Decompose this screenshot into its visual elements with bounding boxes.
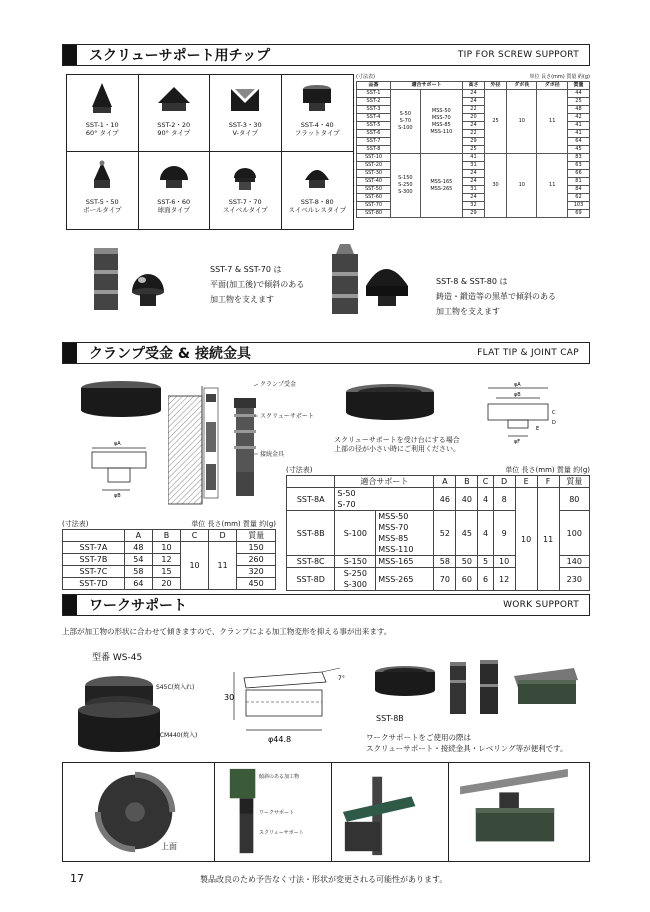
td: 100 <box>559 511 589 556</box>
td: 31 <box>462 162 484 170</box>
td: 45 <box>567 146 589 154</box>
td: 20 <box>462 114 484 122</box>
tip-label-8: SST-8・80 <box>300 198 334 206</box>
txt: S-150 <box>398 175 413 181</box>
txt: S-100 <box>398 125 413 131</box>
swivel-tip-icon <box>225 158 265 194</box>
td: 41 <box>567 130 589 138</box>
table-unit: 単位 長さ(mm) 質量 約(g) <box>529 74 590 80</box>
td: 62 <box>567 194 589 202</box>
table-label: (寸法表) <box>356 74 375 80</box>
td: SST-8C <box>287 556 335 568</box>
txt: S-250 <box>343 569 367 578</box>
td: 22 <box>462 130 484 138</box>
td: SST-6 <box>357 130 391 138</box>
flat-note <box>334 436 460 454</box>
note-line: スクリューサポート・接続金具・レベリング等が便利です。 <box>366 744 568 753</box>
txt: S-70 <box>399 118 412 124</box>
clamp-cell <box>332 763 449 861</box>
tip-type: V-タイプ <box>232 129 259 137</box>
td: 8 <box>493 488 515 511</box>
td: 52 <box>434 511 456 556</box>
td: SST-7A <box>63 542 125 554</box>
td: 20 <box>152 578 180 590</box>
tip-cell <box>210 75 282 152</box>
tip-type: 90° タイプ <box>157 129 191 137</box>
td: 6 <box>478 568 493 591</box>
tip-cell <box>210 152 282 229</box>
sst8-dimension-table <box>286 466 590 591</box>
cone-90-tip-icon <box>154 81 194 117</box>
dim-height: 30 <box>224 693 235 702</box>
td: 24 <box>462 98 484 106</box>
td: 41 <box>567 122 589 130</box>
usage-note <box>366 732 568 754</box>
th: 適合サポート <box>391 82 463 90</box>
txt: MSS-110 <box>430 128 453 135</box>
td: SST-40 <box>357 178 391 186</box>
td: 69 <box>567 210 589 218</box>
txt: S-300 <box>398 189 413 195</box>
assembly-drawing <box>168 382 298 506</box>
td: 10 <box>507 90 537 154</box>
td: 230 <box>559 568 589 591</box>
tip-label-7: SST-7・70 <box>228 198 262 206</box>
th: B <box>456 476 478 488</box>
txt: MSS-85 <box>378 534 409 543</box>
td: 5 <box>478 556 493 568</box>
td: 9 <box>493 511 515 556</box>
dim-b: φB <box>114 493 121 499</box>
header-bar <box>63 45 77 65</box>
spherical-tip-icon <box>154 158 194 194</box>
td: 58 <box>434 556 456 568</box>
note-line: SST-7 & SST-70 は <box>210 265 282 274</box>
note-line: 上部の径が小さい時にご利用ください。 <box>334 445 460 453</box>
td: 50 <box>456 556 478 568</box>
table-unit: 単位 長さ(mm) 質量 約(g) <box>505 466 590 474</box>
td <box>335 568 376 591</box>
footer-note: 製品改良のため予告なく寸法・形状が変更される可能性があります。 <box>200 875 448 884</box>
td: 11 <box>537 90 567 154</box>
top-view-cell <box>63 763 215 861</box>
support-b <box>420 154 462 218</box>
td: SST-3 <box>357 106 391 114</box>
dim-angle: 7° <box>338 675 345 682</box>
td: 25 <box>485 90 507 154</box>
cone-60-tip-icon <box>82 81 122 117</box>
txt: MSS-265 <box>430 185 453 192</box>
leveling-photo <box>449 763 579 861</box>
td: SST-8A <box>287 488 335 511</box>
tip-label-6: SST-6・60 <box>157 198 191 206</box>
th: D <box>209 530 237 542</box>
header-bar <box>63 595 77 615</box>
th: 高さ <box>462 82 484 90</box>
td: MSS-165 <box>376 556 434 568</box>
note-line: スクリューサポートを受け台にする場合 <box>334 436 460 444</box>
dim-a: φA <box>114 441 121 447</box>
th: A <box>434 476 456 488</box>
td: SST-50 <box>357 186 391 194</box>
td: 29 <box>462 138 484 146</box>
tip-type: 60° タイプ <box>85 129 119 137</box>
label-clamp: クランプ受金 <box>260 381 297 388</box>
tip-type: スイベルタイプ <box>222 206 268 214</box>
tip-label-3: SST-3・30 <box>228 121 262 129</box>
table-label: (寸法表) <box>286 466 313 474</box>
model-number: 型番 WS-45 <box>92 653 143 663</box>
th: C <box>478 476 493 488</box>
td: SST-7 <box>357 138 391 146</box>
td: 70 <box>434 568 456 591</box>
note-line: 鋳造・鍛造等の黒革で傾斜のある <box>436 292 556 301</box>
th: F <box>537 476 559 488</box>
support-b <box>420 90 462 154</box>
td: 450 <box>237 578 276 590</box>
tip-cell <box>282 152 354 229</box>
material-label-top: S45C(焼入れ) <box>156 684 195 691</box>
note-line: 加工物を支えます <box>436 307 500 316</box>
td: 40 <box>456 488 478 511</box>
dim-a: φA <box>514 382 521 388</box>
ball-tip-icon <box>82 158 122 194</box>
table-unit: 単位 長さ(mm) 質量 約(g) <box>191 520 276 528</box>
td: 84 <box>567 186 589 194</box>
td: 10 <box>515 488 537 591</box>
td: SST-5 <box>357 122 391 130</box>
setup-cell <box>215 763 332 861</box>
td: 81 <box>567 178 589 186</box>
td: 320 <box>237 566 276 578</box>
td <box>335 488 434 511</box>
label-screw-support: スクリューサポート <box>258 830 304 836</box>
page-number: 17 <box>70 872 84 885</box>
th: A <box>124 530 152 542</box>
tip-cell <box>67 75 139 152</box>
td: 12 <box>493 568 515 591</box>
th <box>287 476 335 488</box>
td: 15 <box>152 566 180 578</box>
td: SST-70 <box>357 202 391 210</box>
td: 25 <box>462 146 484 154</box>
th: D <box>493 476 515 488</box>
tip-label-5: SST-5・50 <box>85 198 119 206</box>
th: E <box>515 476 537 488</box>
table-row <box>63 566 276 578</box>
td: 10 <box>507 154 537 218</box>
screw-support-photo <box>446 656 506 716</box>
txt: MSS-50 <box>431 107 451 114</box>
table-label: (寸法表) <box>62 520 89 528</box>
td: 10 <box>493 556 515 568</box>
usage-photo-row <box>62 762 590 862</box>
td: SST-30 <box>357 170 391 178</box>
td: 10 <box>152 542 180 554</box>
clamp-receiver-photo <box>76 378 166 422</box>
section-header-work <box>62 594 590 616</box>
td: SST-8B <box>287 511 335 556</box>
td: 12 <box>152 554 180 566</box>
txt: S-50 <box>399 111 412 117</box>
td: S-150 <box>335 556 376 568</box>
section-title-en: TIP FOR SCREW SUPPORT <box>457 50 579 60</box>
tip-label-1: SST-1・10 <box>85 121 119 129</box>
td: SST-8 <box>357 146 391 154</box>
td: 48 <box>567 106 589 114</box>
tip-cell <box>139 75 211 152</box>
label-work-support: ワークサポート <box>258 810 294 816</box>
txt: MSS-50 <box>378 512 409 521</box>
th: 質量 <box>559 476 589 488</box>
td: 22 <box>462 106 484 114</box>
section-header-flat <box>62 342 590 364</box>
td: 42 <box>567 114 589 122</box>
section-title-en: WORK SUPPORT <box>503 600 579 610</box>
th: 品番 <box>357 82 391 90</box>
txt: S-250 <box>398 182 413 188</box>
th: 質量 <box>237 530 276 542</box>
note-line: 加工物を支えます <box>210 295 274 304</box>
txt: MSS-110 <box>378 545 414 554</box>
table-header-row <box>357 82 590 90</box>
td: 11 <box>537 488 559 591</box>
table-row <box>287 488 590 511</box>
tip-cell <box>282 75 354 152</box>
td: 103 <box>567 202 589 210</box>
flat-tip-icon <box>297 81 337 117</box>
td: 48 <box>124 542 152 554</box>
td: 24 <box>462 178 484 186</box>
td: 54 <box>124 554 152 566</box>
txt: S-300 <box>343 580 367 589</box>
td: 64 <box>567 138 589 146</box>
note-line: ワークサポートをご使用の際は <box>366 733 471 742</box>
td: MSS-265 <box>376 568 434 591</box>
td <box>376 511 434 556</box>
td: SST-20 <box>357 162 391 170</box>
sst8b-label: SST-8B <box>376 714 404 723</box>
txt: MSS-165 <box>430 178 453 185</box>
td: 4 <box>478 511 493 556</box>
label-incline: 傾斜のある加工物 <box>258 774 299 780</box>
td: SST-7C <box>63 566 125 578</box>
td: 31 <box>462 186 484 194</box>
sst7-drawing <box>86 438 156 500</box>
td: 58 <box>124 566 152 578</box>
section-title-en: FLAT TIP & JOINT CAP <box>477 348 579 358</box>
tip-type: ボールタイプ <box>83 206 122 214</box>
th: ダボ径 <box>537 82 567 90</box>
leveling-block-photo <box>510 660 582 710</box>
dim-diameter: φ44.8 <box>268 735 292 744</box>
txt: S-50 <box>337 489 356 498</box>
txt: MSS-70 <box>378 523 409 532</box>
td: 60 <box>456 568 478 591</box>
td: 63 <box>567 162 589 170</box>
table-row <box>63 554 276 566</box>
label-joint: 接続金具 <box>260 451 285 458</box>
td: 64 <box>124 578 152 590</box>
tip-type: 球面タイプ <box>157 206 190 214</box>
section-title-jp: スクリューサポート用チップ <box>89 48 271 64</box>
td: 11 <box>209 542 237 590</box>
dim-d: D <box>552 420 556 426</box>
td: SST-8D <box>287 568 335 591</box>
tip-label-2: SST-2・20 <box>157 121 191 129</box>
section-title-jp: クランプ受金 & 接続金具 <box>89 346 251 362</box>
swivel-less-tip-icon <box>297 158 337 194</box>
table-row <box>357 154 590 162</box>
th: 外径 <box>485 82 507 90</box>
td: 11 <box>537 154 567 218</box>
th: B <box>152 530 180 542</box>
tip-type: フラットタイプ <box>294 129 340 137</box>
sst7-note <box>210 262 304 307</box>
joint-cap-photo <box>340 382 440 428</box>
th <box>63 530 125 542</box>
table-row <box>357 90 590 98</box>
td: 41 <box>462 154 484 162</box>
td: SST-10 <box>357 154 391 162</box>
td: 24 <box>462 90 484 98</box>
td: SST-2 <box>357 98 391 106</box>
sst8-product-photo <box>328 240 428 320</box>
tip-cell <box>67 152 139 229</box>
th: ダボ長 <box>507 82 537 90</box>
section-header-tip <box>62 44 590 66</box>
sst7-dimension-table <box>62 520 276 590</box>
td: 150 <box>237 542 276 554</box>
td: SST-60 <box>357 194 391 202</box>
td: SST-7D <box>63 578 125 590</box>
td: 83 <box>567 154 589 162</box>
txt: MSS-70 <box>431 114 451 121</box>
td: SST-80 <box>357 210 391 218</box>
joint-cap-drawing <box>478 380 562 444</box>
td: S-100 <box>335 511 376 556</box>
section-title-jp: ワークサポート <box>89 598 187 614</box>
td: 4 <box>478 488 493 511</box>
label-screw: スクリューサポート <box>260 413 314 420</box>
td: SST-4 <box>357 114 391 122</box>
header-bar <box>63 343 77 363</box>
td: 44 <box>567 90 589 98</box>
sst8-note <box>436 274 556 319</box>
work-support-drawing <box>222 664 352 748</box>
sst7-product-photo <box>88 240 188 320</box>
sst8b-photo <box>370 664 440 704</box>
th: 適合サポート <box>335 476 434 488</box>
th: C <box>181 530 209 542</box>
note-line: 平面(加工後)で傾斜のある <box>210 280 305 289</box>
td: 32 <box>462 202 484 210</box>
td: SST-1 <box>357 90 391 98</box>
dim-c: C <box>552 410 556 416</box>
td: 46 <box>434 488 456 511</box>
txt: S-70 <box>337 500 356 509</box>
v-tip-icon <box>225 81 265 117</box>
work-support-description: 上部が加工物の形状に合わせて傾きますので、クランプによる加工物変形を抑える事が出来ます。 <box>62 627 392 636</box>
work-support-photo <box>74 670 164 760</box>
td: 24 <box>462 122 484 130</box>
tip-type: スイベルレスタイプ <box>288 206 347 214</box>
work-support-top-view <box>63 763 213 861</box>
td: SST-7B <box>63 554 125 566</box>
note-line: SST-8 & SST-80 は <box>436 277 508 286</box>
th: 質量 <box>567 82 589 90</box>
table-row <box>63 578 276 590</box>
dim-f: φF <box>514 439 521 444</box>
td: 66 <box>567 170 589 178</box>
tip-label-4: SST-4・40 <box>300 121 334 129</box>
td: 140 <box>559 556 589 568</box>
td: 260 <box>237 554 276 566</box>
top-view-label: 上面 <box>161 842 177 851</box>
td: 25 <box>567 98 589 106</box>
tip-dimension-table <box>356 74 590 218</box>
table-header-row <box>287 476 590 488</box>
td: 45 <box>456 511 478 556</box>
table-header-row <box>63 530 276 542</box>
td: 24 <box>462 194 484 202</box>
td: 29 <box>462 210 484 218</box>
td: 80 <box>559 488 589 511</box>
td: 30 <box>485 154 507 218</box>
td: 10 <box>181 542 209 590</box>
table-row <box>63 542 276 554</box>
material-label-bottom: SCM440(焼入) <box>156 732 198 739</box>
dim-e: E <box>536 426 540 432</box>
tip-cell <box>139 152 211 229</box>
support-a <box>391 90 421 154</box>
dim-b: φB <box>514 392 521 398</box>
txt: MSS-85 <box>431 121 451 128</box>
leveling-cell <box>449 763 589 861</box>
tip-grid <box>66 74 354 230</box>
support-a <box>391 154 421 218</box>
td: 24 <box>462 170 484 178</box>
clamp-photo <box>332 763 442 861</box>
